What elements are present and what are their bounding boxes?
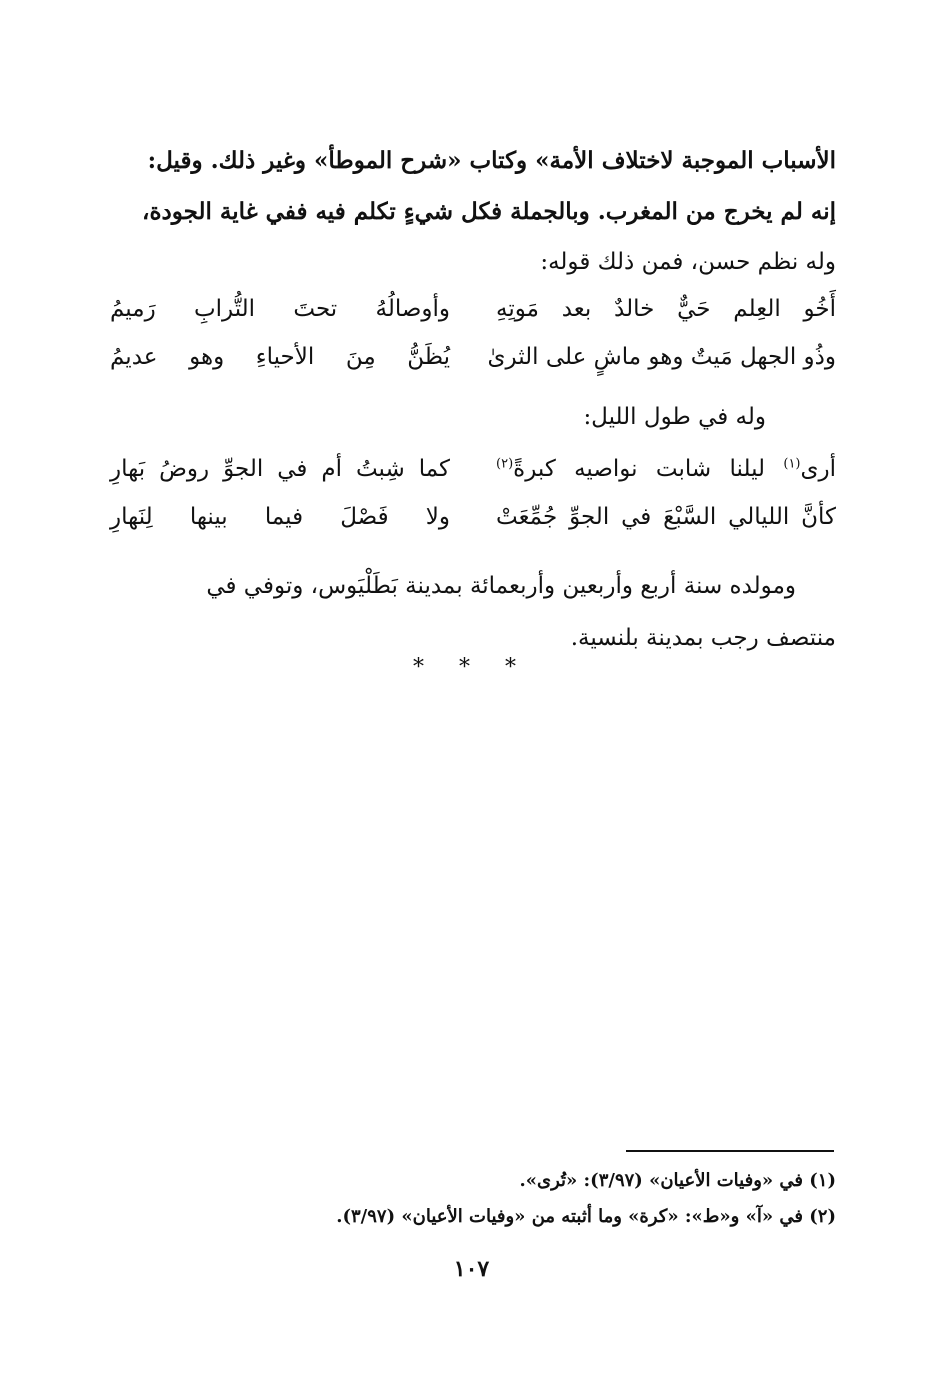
poem-2-verse-1-second-hemistich: كما شِبتُ أم في الجوِّ روضُ بَهارِ xyxy=(110,456,450,482)
poem-2-verse-1-first-hemistich xyxy=(496,456,836,482)
paragraph-2-line-1-text: ومولده سنة أربع وأربعين وأربعمائة بمدينة بَطَلْيَوس، وتوفي في xyxy=(206,573,796,599)
poem-1-verse-2 xyxy=(110,344,836,392)
footnote-ref-2: (٢) xyxy=(496,456,514,472)
footnote-ref-1: (١) xyxy=(783,456,801,472)
poem-1-verse-1-second-hemistich: وأوصالُهُ تحتَ التُّرابِ رَميمُ xyxy=(110,296,450,322)
paragraph-1 xyxy=(110,135,836,288)
poem-1-verse-1-first-hemistich: أَخُو العِلم حَيٌّ خالدٌ بعد مَوتِهِ xyxy=(496,296,836,322)
footnote-separator xyxy=(626,1150,834,1152)
poem-2-verse-2-first-hemistich: كأنَّ الليالي السَّبْعَ في الجوِّ جُمِّعَتْ xyxy=(496,504,836,530)
footnote-1: (١) في «وفيات الأعيان» (٣/٩٧): «تُرى». xyxy=(519,1170,836,1191)
poem-2-verse-1-rest: ليلنا شابت نواصيه كبرةً xyxy=(513,456,784,482)
footnote-2: (٢) في «آ» و«ط»: «كرة» وما أثبته من «وفيات الأعيان» (٣/٩٧). xyxy=(336,1206,836,1227)
paragraph-1-line-2: إنه لم يخرج من المغرب. وبالجملة فكل شيءٍ تكلم فيه ففي غاية الجودة، xyxy=(142,198,836,225)
poem-2-intro xyxy=(110,404,836,430)
paragraph-2-line-2: منتصف رجب بمدينة بلنسية. xyxy=(570,625,836,651)
poem-1-verse-2-first-hemistich: وذُو الجهل مَيتٌ وهو ماشٍ على الثرىٰ xyxy=(487,344,836,370)
section-ornament: * * * xyxy=(413,655,530,680)
poem-1-verse-1 xyxy=(110,296,836,344)
paragraph-2 xyxy=(110,560,836,664)
poem-1-verse-2-second-hemistich: يُظَنُّ مِنَ الأحياءِ وهو عديمُ xyxy=(110,344,450,370)
poem-2-verse-2 xyxy=(110,504,836,552)
paragraph-2-line-1 xyxy=(110,560,836,612)
poem-2-verse-1 xyxy=(110,456,836,504)
page-number: ١٠٧ xyxy=(453,1256,490,1282)
poem-2-verse-2-second-hemistich: ولا فَصْلَ فيما بينها لِنَهارِ xyxy=(110,504,450,530)
poem-2-intro-text: وله في طول الليل: xyxy=(583,404,766,430)
poem-2-verse-1-word: أرى xyxy=(800,456,836,482)
paragraph-1-line-3: وله نظم حسن، فمن ذلك قوله: xyxy=(540,249,836,275)
paragraph-1-line-1: الأسباب الموجبة لاختلاف الأمة» وكتاب «شرح الموطأ» وغير ذلك. وقيل: xyxy=(147,147,836,174)
